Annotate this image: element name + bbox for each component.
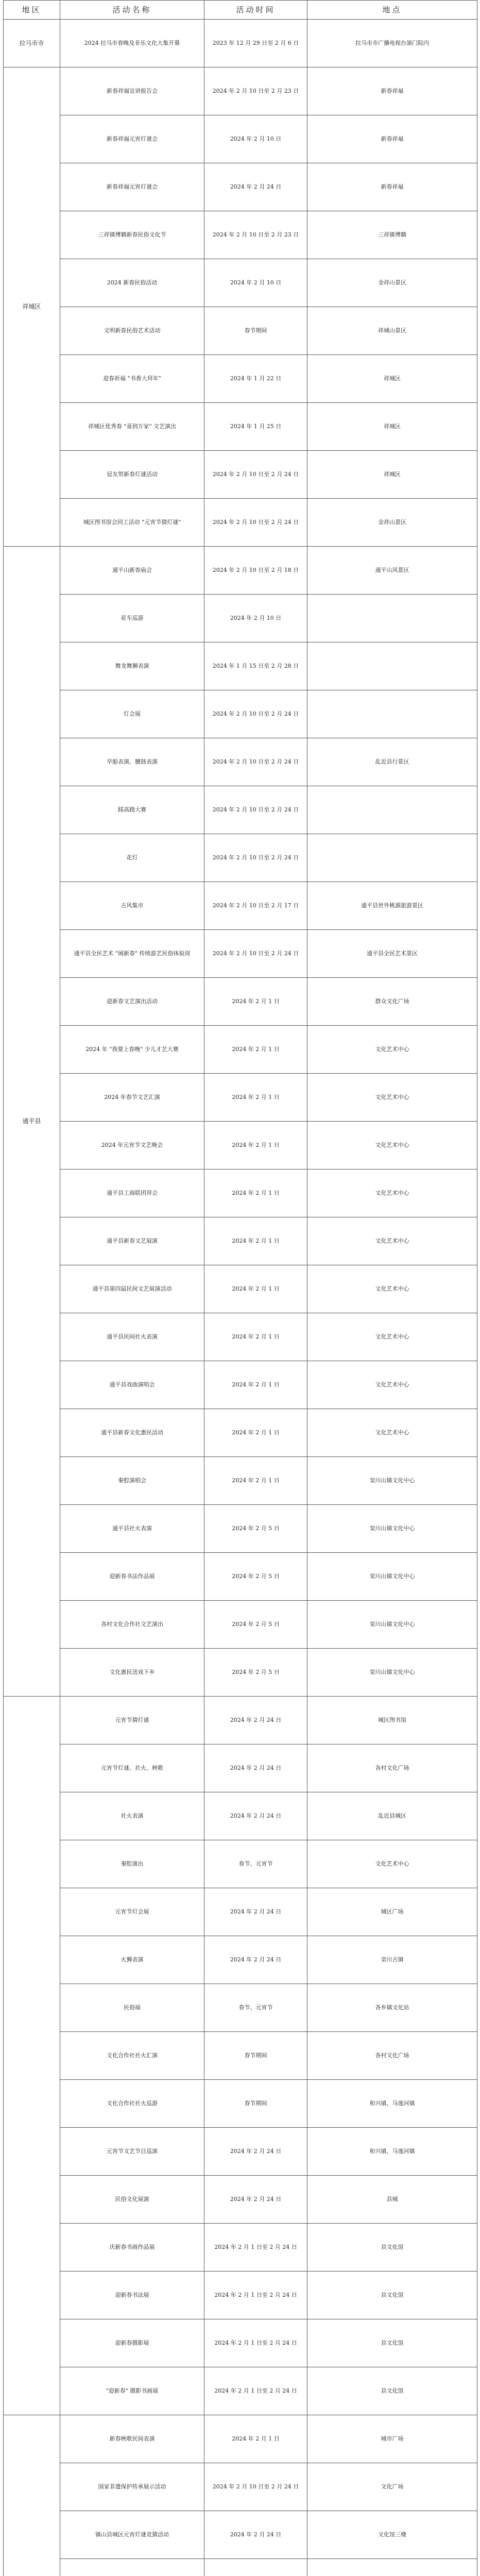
table-row: [4, 738, 477, 786]
table-row: [4, 259, 477, 307]
activity-table: [3, 0, 477, 2576]
location-cell: 祥城区: [307, 403, 477, 451]
activity-cell: 新春祥福元宵灯谜会: [60, 163, 204, 211]
time-cell: 2024 年 2 月 10 日至 2 月 23 日: [204, 211, 307, 259]
activity-cell: 灯会展: [60, 690, 204, 738]
table-row: [4, 1217, 477, 1265]
location-cell: 文化艺术中心: [307, 1217, 477, 1265]
location-cell: 新春祥福: [307, 67, 477, 115]
activity-cell: 2024 拉马市春晚及非乐文化大集开幕: [60, 20, 204, 67]
table-row: [4, 2463, 477, 2511]
location-cell: 栾川山镇文化中心: [307, 1505, 477, 1553]
activity-cell: 踩高跷大赛: [60, 786, 204, 834]
activity-cell: 三祥镇博籍新春民俗文化节: [60, 211, 204, 259]
location-cell: 金祥山景区: [307, 259, 477, 307]
time-cell: 2024 年 2 月 10 日至 2 月 24 日: [204, 738, 307, 786]
header-area: 地区: [4, 1, 60, 20]
header-activity: 活动名称: [60, 1, 204, 20]
location-cell: 文化艺术中心: [307, 1840, 477, 1888]
location-cell: [307, 2559, 477, 2576]
table-row: [4, 163, 477, 211]
location-cell: 各乡镇文化站: [307, 1984, 477, 2032]
time-cell: 2024 年 2 月 24 日: [204, 2176, 307, 2224]
activity-cell: 舞龙舞狮表演: [60, 642, 204, 690]
time-cell: 2024 年 2 月 24 日: [204, 1792, 307, 1840]
time-cell: 春节期间: [204, 2080, 307, 2128]
table-row: [4, 1409, 477, 1457]
table-row: [4, 2319, 477, 2367]
table-row: [4, 2080, 477, 2128]
table-row: [4, 499, 477, 547]
time-cell: 2024 年 2 月 10 日: [204, 595, 307, 642]
activity-cell: 通平县民间社火表演: [60, 1313, 204, 1361]
activity-cell: 文化合作社社火巡游: [60, 2080, 204, 2128]
activity-cell: 庆新春书画作品展: [60, 2224, 204, 2272]
table-row: [4, 1265, 477, 1313]
time-cell: 2024 年 1 月 25 日: [204, 403, 307, 451]
table-row: [4, 1936, 477, 1984]
time-cell: 2024 年 2 月 10 日至 2 月 24 日: [204, 2463, 307, 2511]
location-cell: 通平山风景区: [307, 547, 477, 595]
table-row: [4, 20, 477, 67]
time-cell: 春节、元宵节: [204, 1984, 307, 2032]
table-row: [4, 2559, 477, 2576]
activity-cell: 迎新春摄影展: [60, 2319, 204, 2367]
header-time: 活动时间: [204, 1, 307, 20]
location-cell: 城区图书馆: [307, 1697, 477, 1744]
location-cell: 文化艺术中心: [307, 1170, 477, 1217]
time-cell: 2024 年 2 月 1 日: [204, 1313, 307, 1361]
activity-cell: 文明新春民俗艺术活动: [60, 307, 204, 355]
area-cell: [4, 1697, 60, 2415]
activity-cell: 文化惠民送戏下乡: [60, 1649, 204, 1697]
area-cell: 祥城区: [4, 67, 60, 547]
activity-cell: 通平山新春庙会: [60, 547, 204, 595]
time-cell: 2024 年 2 月 24 日: [204, 1744, 307, 1792]
table-row: [4, 1361, 477, 1409]
table-row: [4, 2224, 477, 2272]
activity-cell: 2024 年元宵节文艺晚会: [60, 1122, 204, 1170]
location-cell: 和兴镇、马莲河镇: [307, 2080, 477, 2128]
activity-cell: 民俗展: [60, 1984, 204, 2032]
location-cell: 新春祥福: [307, 115, 477, 163]
location-cell: 祥城区: [307, 355, 477, 403]
location-cell: 群众文化广场: [307, 978, 477, 1026]
activity-cell: 火狮表演: [60, 1936, 204, 1984]
location-cell: 文化艺术中心: [307, 1026, 477, 1074]
time-cell: 2024 年 2 月 10 日至 2 月 18 日: [204, 547, 307, 595]
time-cell: 2024 年 2 月 10 日: [204, 115, 307, 163]
location-cell: 文化艺术中心: [307, 1409, 477, 1457]
activity-cell: 新春祥福元宵灯谜会: [60, 115, 204, 163]
activity-cell: 通平县戏曲演唱会: [60, 1361, 204, 1409]
table-header-row: [4, 1, 477, 20]
time-cell: 2024 年 2 月 1 日: [204, 1409, 307, 1457]
time-cell: 2024 年 2 月 5 日: [204, 1649, 307, 1697]
time-cell: 2024 年 2 月 1 日: [204, 1074, 307, 1122]
activity-cell: 新春秧歌民间表演: [60, 2415, 204, 2463]
activity-cell: 通平县新春文艺展演: [60, 1217, 204, 1265]
table-row: [4, 1792, 477, 1840]
table-row: [4, 1601, 477, 1649]
table-row: [4, 1697, 477, 1744]
location-cell: 栾川古镇: [307, 1936, 477, 1984]
time-cell: 2024 年 2 月 10 日至 2 月 24 日: [204, 499, 307, 547]
activity-cell: 社火表演: [60, 1792, 204, 1840]
table-row: [4, 882, 477, 930]
location-cell: 通平县世外桃源旅游景区: [307, 882, 477, 930]
location-cell: 文化艺术中心: [307, 1361, 477, 1409]
time-cell: 2024 年 2 月 24 日: [204, 163, 307, 211]
location-cell: 祥城山景区: [307, 307, 477, 355]
table-row: [4, 1553, 477, 1601]
time-cell: 2024 年 2 月 1 日至 2 月 24 日: [204, 2367, 307, 2415]
time-cell: 2024 年 2 月 5 日: [204, 1505, 307, 1553]
activity-cell: 民俗文化展演: [60, 2176, 204, 2224]
time-cell: 2024 年 2 月 24 日: [204, 1936, 307, 1984]
activity-cell: 花车巡游: [60, 595, 204, 642]
table-row: [4, 2176, 477, 2224]
activity-cell: 通平县新春文化惠民活动: [60, 1409, 204, 1457]
location-cell: [307, 595, 477, 642]
table-row: [4, 307, 477, 355]
time-cell: 2024 年 2 月 1 日至 2 月 24 日: [204, 2224, 307, 2272]
location-cell: 栾川山镇文化中心: [307, 1649, 477, 1697]
location-cell: [307, 642, 477, 690]
table-row: [4, 2511, 477, 2559]
activity-cell: 元宵节文艺节目巡演: [60, 2128, 204, 2176]
location-cell: 文化艺术中心: [307, 1313, 477, 1361]
time-cell: 2024 年 2 月 1 日至 2 月 24 日: [204, 2272, 307, 2319]
location-cell: 栾川山镇文化中心: [307, 1601, 477, 1649]
table-row: [4, 1457, 477, 1505]
activity-cell: 花灯: [60, 834, 204, 882]
activity-cell: 古风集市: [60, 882, 204, 930]
activity-cell: 迎新春文艺演出活动: [60, 978, 204, 1026]
activity-cell: 冠友贺新春灯谜活动: [60, 451, 204, 499]
time-cell: 2024 年 2 月 1 日: [204, 2415, 307, 2463]
table-row: [4, 2032, 477, 2080]
time-cell: 2024 年 1 月 15 日至 2 月 28 日: [204, 642, 307, 690]
table-row: [4, 115, 477, 163]
location-cell: 各村文化广场: [307, 2032, 477, 2080]
activity-cell: 国家非遗保护传承展示活动: [60, 2463, 204, 2511]
activity-cell: 秦腔演出: [60, 1840, 204, 1888]
location-cell: 栾川山镇文化中心: [307, 1553, 477, 1601]
location-cell: 文化艺术中心: [307, 1122, 477, 1170]
activity-cell: 2024 新春民俗活动: [60, 259, 204, 307]
time-cell: [204, 2559, 307, 2576]
area-cell: 通平县: [4, 547, 60, 1697]
table-row: [4, 2367, 477, 2415]
time-cell: 2024 年 1 月 22 日: [204, 355, 307, 403]
time-cell: 2024 年 2 月 1 日: [204, 1361, 307, 1409]
location-cell: 文化馆三楼: [307, 2511, 477, 2559]
table-row: [4, 1888, 477, 1936]
activity-cell: 秦腔演唱会: [60, 1457, 204, 1505]
table-row: [4, 1984, 477, 2032]
activity-cell: 迎春祈福 "书香大拜年": [60, 355, 204, 403]
table-row: [4, 978, 477, 1026]
location-cell: 乱近县行景区: [307, 738, 477, 786]
time-cell: 2024 年 2 月 24 日: [204, 2511, 307, 2559]
time-cell: 2024 年 2 月 1 日: [204, 1217, 307, 1265]
activity-cell: 旱船表演、腰鼓表演: [60, 738, 204, 786]
table-row: [4, 642, 477, 690]
table-row: [4, 786, 477, 834]
activity-cell: 城区图书馆会同工活动 "元宵节猜灯谜": [60, 499, 204, 547]
time-cell: 2024 年 2 月 1 日: [204, 1457, 307, 1505]
location-cell: 通平县全民艺术景区: [307, 930, 477, 978]
table-row: [4, 690, 477, 738]
location-cell: 拉马市市广播电视台演门院内: [307, 20, 477, 67]
time-cell: 2024 年 2 月 24 日: [204, 1888, 307, 1936]
location-cell: 文化艺术中心: [307, 1074, 477, 1122]
activity-cell: 通平县全民艺术 "闹新春" 传统游艺民俗体验周: [60, 930, 204, 978]
time-cell: 春节期间: [204, 307, 307, 355]
location-cell: 县城: [307, 2176, 477, 2224]
table-row: [4, 211, 477, 259]
table-row: [4, 930, 477, 978]
table-row: [4, 1505, 477, 1553]
activity-cell: 新春祥福宣讲报告会: [60, 67, 204, 115]
time-cell: 2024 年 2 月 5 日: [204, 1601, 307, 1649]
activity-cell: 通平县社火表演: [60, 1505, 204, 1553]
activity-cell: 镇山县城区元宵灯谜竞猜活动: [60, 2511, 204, 2559]
location-cell: [307, 690, 477, 738]
location-cell: [307, 834, 477, 882]
table-row: [4, 1074, 477, 1122]
location-cell: [307, 786, 477, 834]
time-cell: 2024 年 2 月 10 日: [204, 259, 307, 307]
time-cell: 2024 年 2 月 10 日至 2 月 24 日: [204, 834, 307, 882]
table-row: [4, 1026, 477, 1074]
activity-cell: 元宵节灯谜、社火、秧歌: [60, 1744, 204, 1792]
time-cell: 2024 年 2 月 24 日: [204, 1697, 307, 1744]
location-cell: 县文化馆: [307, 2319, 477, 2367]
activity-cell: [60, 2559, 204, 2576]
time-cell: 2023 年 12 月 29 日至 2 月 6 日: [204, 20, 307, 67]
activity-cell: 2024 年春节文艺汇演: [60, 1074, 204, 1122]
table-row: [4, 2415, 477, 2463]
time-cell: 春节期间: [204, 2032, 307, 2080]
time-cell: 2024 年 2 月 10 日至 2 月 17 日: [204, 882, 307, 930]
time-cell: 2024 年 2 月 1 日: [204, 1026, 307, 1074]
activity-cell: 各村文化合作社文艺演出: [60, 1601, 204, 1649]
location-cell: 城市广场: [307, 2415, 477, 2463]
activity-cell: 元宵节灯会展: [60, 1888, 204, 1936]
area-cell: [4, 2415, 60, 2576]
table-row: [4, 1744, 477, 1792]
location-cell: 县文化馆: [307, 2224, 477, 2272]
activity-cell: 祥城区优秀春 "喜到万家" 文艺演出: [60, 403, 204, 451]
activity-cell: 迎新春书法展: [60, 2272, 204, 2319]
time-cell: 2024 年 2 月 10 日至 2 月 24 日: [204, 930, 307, 978]
time-cell: 2024 年 2 月 1 日: [204, 1122, 307, 1170]
time-cell: 2024 年 2 月 1 日: [204, 1265, 307, 1313]
time-cell: 2024 年 2 月 10 日至 2 月 24 日: [204, 690, 307, 738]
table-row: [4, 451, 477, 499]
table-row: [4, 1313, 477, 1361]
activity-cell: 2024 年 "我要上春晚" 少儿才艺大赛: [60, 1026, 204, 1074]
header-location: 地点: [307, 1, 477, 20]
activity-cell: 元宵节猜灯谜: [60, 1697, 204, 1744]
location-cell: 县文化馆: [307, 2272, 477, 2319]
table-body: [4, 20, 477, 2576]
activity-cell: 迎新春书法作品展: [60, 1553, 204, 1601]
table-row: [4, 1649, 477, 1697]
table-row: [4, 547, 477, 595]
table-row: [4, 67, 477, 115]
time-cell: 2024 年 2 月 10 日至 2 月 24 日: [204, 451, 307, 499]
table-row: [4, 1170, 477, 1217]
table-row: [4, 1840, 477, 1888]
location-cell: 各村文化广场: [307, 1744, 477, 1792]
table-row: [4, 834, 477, 882]
time-cell: 2024 年 2 月 5 日: [204, 1553, 307, 1601]
location-cell: 祥城区: [307, 451, 477, 499]
time-cell: 春节、元宵节: [204, 1840, 307, 1888]
location-cell: 城区广场: [307, 1888, 477, 1936]
table-row: [4, 355, 477, 403]
activity-cell: "迎新春" 摄影书画展: [60, 2367, 204, 2415]
area-cell: 拉马市市: [4, 20, 60, 67]
table-row: [4, 2272, 477, 2319]
location-cell: 金祥山景区: [307, 499, 477, 547]
location-cell: 三祥镇博籍: [307, 211, 477, 259]
activity-cell: 通平县工商联团拜会: [60, 1170, 204, 1217]
time-cell: 2024 年 2 月 10 日至 2 月 24 日: [204, 786, 307, 834]
location-cell: 栾川山镇文化中心: [307, 1457, 477, 1505]
table-row: [4, 595, 477, 642]
table-row: [4, 1122, 477, 1170]
location-cell: 新春祥福: [307, 163, 477, 211]
location-cell: 乱近县城区: [307, 1792, 477, 1840]
location-cell: 和兴镇、马莲河镇: [307, 2128, 477, 2176]
table-row: [4, 403, 477, 451]
location-cell: 文化艺术中心: [307, 1265, 477, 1313]
time-cell: 2024 年 2 月 1 日: [204, 1170, 307, 1217]
time-cell: 2024 年 2 月 24 日: [204, 2128, 307, 2176]
location-cell: 文化广场: [307, 2463, 477, 2511]
table-row: [4, 2128, 477, 2176]
time-cell: 2024 年 2 月 1 日至 2 月 24 日: [204, 2319, 307, 2367]
activity-cell: 通平县第四届民间文艺展演活动: [60, 1265, 204, 1313]
activity-cell: 文化合作社社火汇演: [60, 2032, 204, 2080]
time-cell: 2024 年 2 月 1 日: [204, 978, 307, 1026]
time-cell: 2024 年 2 月 10 日至 2 月 23 日: [204, 67, 307, 115]
location-cell: 县文化馆: [307, 2367, 477, 2415]
